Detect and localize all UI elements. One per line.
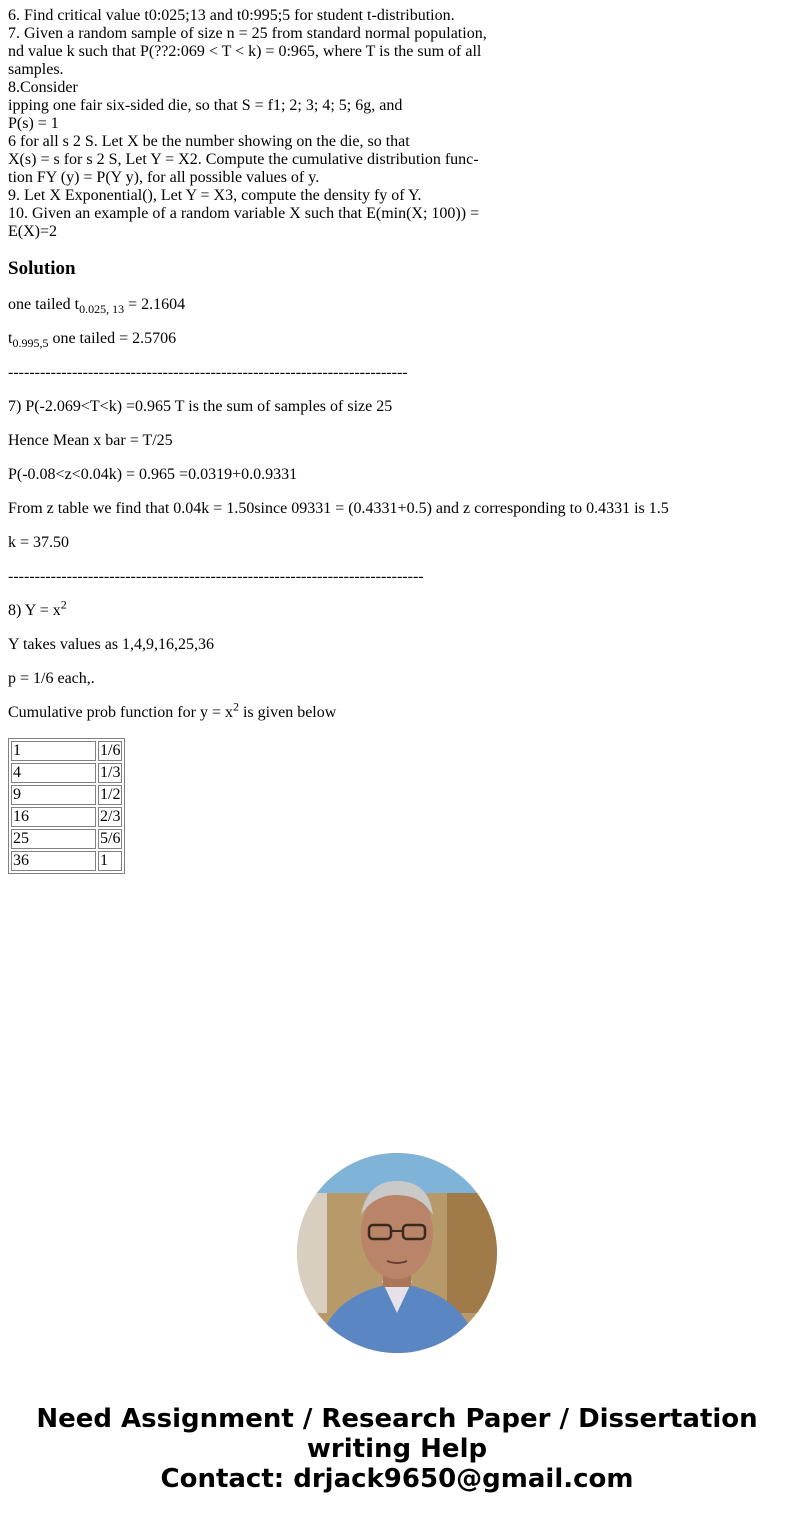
table-cell-y: 25 xyxy=(11,829,96,849)
question-line: 10. Given an example of a random variable X such that E(min(X; 100)) = xyxy=(8,205,480,222)
solution-8-heading xyxy=(8,597,788,620)
table-cell-cdf: 1/3 xyxy=(100,764,121,781)
table-row xyxy=(11,851,122,871)
table-cell-y: 9 xyxy=(11,785,96,805)
question-line: E(X)=2 xyxy=(8,223,58,240)
subscript: 0.025, 13 xyxy=(79,302,125,317)
solution-line: k = 37.50 xyxy=(8,534,70,551)
table-row xyxy=(11,829,122,849)
question-line: 7. Given a random sample of size n = 25 from standard normal population, xyxy=(8,25,487,42)
footer-contact: Contact: drjack9650@gmail.com xyxy=(160,1464,634,1494)
cdf-intro xyxy=(8,699,788,722)
author-avatar xyxy=(297,1153,497,1353)
table-cell-y: 1 xyxy=(11,741,96,761)
cdf-table xyxy=(8,738,125,874)
question-line: 6. Find critical value t0:025;13 and t0:995;5 for student t-distribution. xyxy=(8,7,455,24)
separator: ------------------------------------------------------------------------------ xyxy=(8,568,424,585)
table-row xyxy=(11,763,122,783)
solution-line: p = 1/6 each,. xyxy=(8,670,95,687)
superscript: 2 xyxy=(60,597,67,612)
table-row xyxy=(11,807,122,827)
solution-line: From z table we find that 0.04k = 1.50since 09331 = (0.4331+0.5) and z corresponding to 0.4331 is 1.5 xyxy=(8,500,669,517)
solution-line: P(-0.08<z<0.04k) = 0.965 =0.0319+0.0.9331 xyxy=(8,466,298,483)
table-cell-y: 4 xyxy=(11,763,96,783)
table-cell-y: 16 xyxy=(11,807,96,827)
question-line: 9. Let X Exponential(), Let Y = X3, compute the density fy of Y. xyxy=(8,187,422,204)
table-cell-cdf: 2/3 xyxy=(100,808,121,825)
question-line: 8.Consider xyxy=(8,79,78,96)
superscript: 2 xyxy=(232,699,239,714)
table-cell-cdf: 1 xyxy=(98,851,122,871)
text: one tailed = 2.5706 xyxy=(48,330,177,347)
solution-heading: Solution xyxy=(8,258,76,279)
text: = 2.1604 xyxy=(124,296,186,313)
promo-footer xyxy=(0,1404,794,1494)
solution-line: Hence Mean x bar = T/25 xyxy=(8,432,173,449)
text: is given below xyxy=(238,704,337,721)
table-row xyxy=(11,741,122,761)
footer-line: Need Assignment / Research Paper / Dissertation xyxy=(36,1404,758,1434)
question-line: samples. xyxy=(8,61,64,78)
document-body xyxy=(8,7,788,874)
text: Cumulative prob function for y = x xyxy=(8,704,233,721)
question-line: P(s) = 1 xyxy=(8,115,59,132)
question-line: tion FY (y) = P(Y y), for all possible values of y. xyxy=(8,169,320,186)
text: t xyxy=(8,330,13,347)
solution-line: 7) P(-2.069<T<k) =0.965 T is the sum of samples of size 25 xyxy=(8,398,393,415)
question-line: X(s) = s for s 2 S, Let Y = X2. Compute the cumulative distribution func- xyxy=(8,151,479,168)
question-line: 6 for all s 2 S. Let X be the number showing on the die, so that xyxy=(8,133,410,150)
text: one tailed t xyxy=(8,296,80,313)
t-value-2 xyxy=(8,330,788,351)
table-cell-cdf: 5/6 xyxy=(100,830,121,847)
question-line: nd value k such that P(??2:069 < T < k) = 0:965, where T is the sum of all xyxy=(8,43,482,60)
separator: --------------------------------------------------------------------------- xyxy=(8,364,408,381)
t-value-1 xyxy=(8,296,788,317)
table-cell-y: 36 xyxy=(11,851,96,871)
subscript: 0.995,5 xyxy=(12,336,49,351)
question-text xyxy=(8,7,788,241)
question-line: ipping one fair six-sided die, so that S = f1; 2; 3; 4; 5; 6g, and xyxy=(8,97,403,114)
table-cell-cdf: 1/2 xyxy=(100,786,121,803)
solution-line: Y takes values as 1,4,9,16,25,36 xyxy=(8,636,215,653)
footer-line: writing Help xyxy=(306,1434,488,1464)
table-row xyxy=(11,785,122,805)
text: 8) Y = x xyxy=(8,602,61,619)
table-cell-cdf: 1/6 xyxy=(100,742,121,759)
